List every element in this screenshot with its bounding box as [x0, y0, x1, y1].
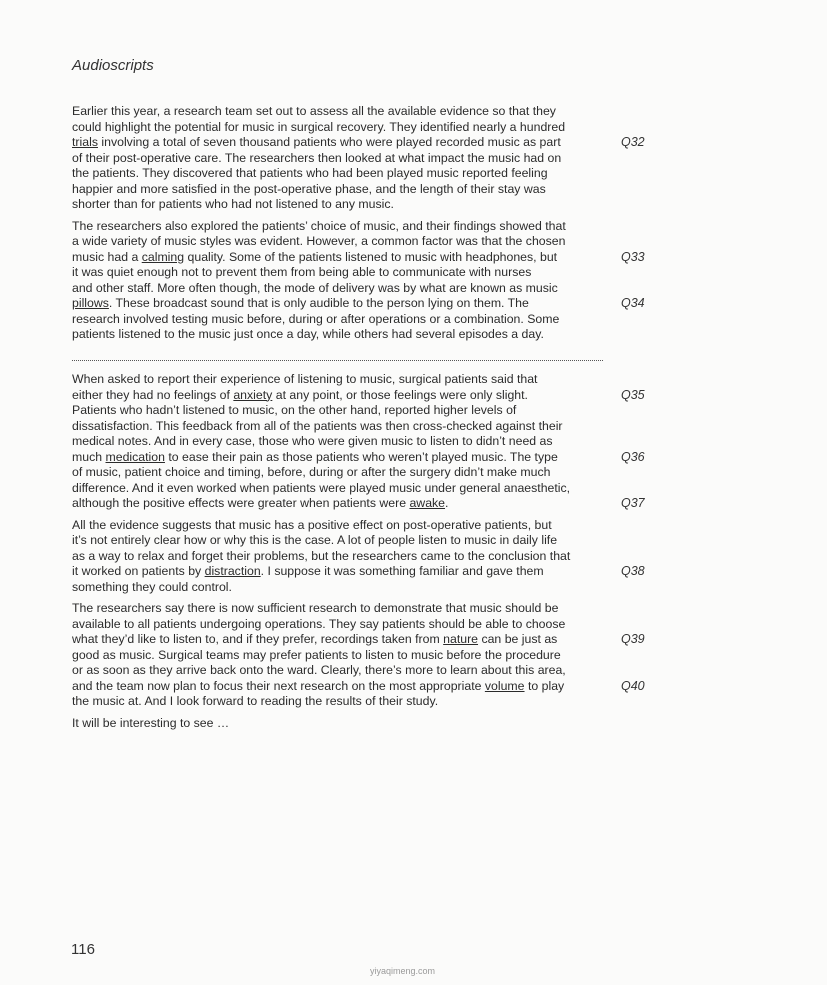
text-segment: of music, patient choice and timing, before, during or after the surgery didn’t make much — [72, 465, 551, 479]
answer-word: medication — [105, 449, 165, 464]
text-line — [72, 403, 612, 419]
paragraph — [72, 601, 645, 710]
text-segment: the music at. And I look forward to reading the results of their study. — [72, 694, 439, 708]
text-segment: involving a total of seven thousand patients who were played recorded music as part — [97, 135, 561, 149]
question-marker: Q40 — [621, 678, 645, 693]
text-line — [72, 120, 612, 136]
text-segment: as a way to relax and forget their problems, but the researchers came to the conclusion that — [72, 548, 571, 563]
text-segment: to play — [524, 678, 565, 693]
text-segment: a wide variety of music styles was evident. However, a common factor was that the chosen — [72, 234, 566, 248]
text-line — [72, 104, 612, 120]
text-segment: medical notes. And in every case, those who were given music to listen to didn’t need as — [72, 434, 553, 448]
text-segment: The researchers also explored the patients’ choice of music, and their findings showed that — [72, 218, 566, 233]
text-line — [72, 648, 612, 664]
text-segment: . I suppose it was something familiar and gave them — [260, 564, 544, 578]
audioscript-section-1 — [72, 104, 645, 349]
text-segment: and other staff. More often though, the mode of delivery was by what are known as music — [72, 280, 558, 295]
text-line — [72, 197, 612, 213]
paragraph — [72, 104, 645, 213]
text-segment: quality. Some of the patients listened to music with headphones, but — [184, 249, 558, 264]
text-line — [72, 135, 645, 151]
text-line — [72, 166, 612, 182]
text-segment: although the positive effects were greater when patients were — [72, 496, 410, 510]
text-line — [72, 533, 612, 549]
question-marker: Q35 — [621, 387, 645, 402]
text-segment: at any point, or those feelings were only slight. — [272, 387, 528, 402]
text-line — [72, 632, 645, 648]
text-line — [72, 296, 645, 312]
paragraph — [72, 517, 645, 596]
text-segment: available to all patients undergoing operations. They say patients should be able to choose — [72, 616, 566, 631]
text-segment: The researchers say there is now sufficient research to demonstrate that music should be — [72, 601, 559, 615]
paragraph — [72, 218, 645, 343]
text-line — [72, 312, 612, 328]
text-segment: It will be interesting to see … — [72, 715, 230, 730]
text-segment: music had a — [72, 249, 142, 264]
text-segment: it’s not entirely clear how or why this is the case. A lot of people listen to music in daily life — [72, 533, 558, 547]
audioscript-section-2 — [72, 372, 645, 737]
text-segment: to ease their pain as those patients who weren’t played music. The type — [164, 449, 558, 464]
text-segment: or as soon as they arrive back onto the ward. Clearly, there’s more to learn about this area, — [72, 663, 566, 677]
text-line — [72, 518, 612, 534]
section-divider — [72, 360, 603, 361]
text-segment: of their post-operative care. The researchers then looked at what impact the music had on — [72, 150, 562, 165]
answer-word: calming — [141, 249, 185, 264]
text-line — [72, 601, 612, 617]
text-segment: happier and more satisfied in the post-operative phase, and the length of their stay was — [72, 181, 546, 196]
text-line — [72, 716, 612, 732]
answer-word: pillows — [72, 296, 109, 310]
text-segment: and the team now plan to focus their next research on the most appropriate — [72, 678, 485, 693]
text-line — [72, 465, 612, 481]
text-segment: patients listened to the music just once a day, while others had several episodes a day. — [72, 327, 544, 341]
answer-word: distraction — [204, 564, 261, 578]
text-line — [72, 265, 612, 281]
text-segment: dissatisfaction. This feedback from all of the patients was then cross-checked against their — [72, 418, 563, 433]
question-marker: Q32 — [621, 135, 645, 149]
text-line — [72, 151, 612, 167]
question-marker: Q38 — [621, 564, 645, 578]
text-line — [72, 434, 612, 450]
text-segment: either they had no feelings of — [72, 387, 234, 402]
text-line — [72, 419, 612, 435]
text-line — [72, 580, 612, 596]
answer-word: volume — [484, 678, 525, 693]
page-number: 116 — [71, 941, 95, 958]
question-marker: Q37 — [621, 496, 645, 510]
text-segment: Earlier this year, a research team set out to assess all the available evidence so that they — [72, 104, 556, 118]
text-line — [72, 663, 612, 679]
text-line — [72, 549, 612, 565]
text-segment: . These broadcast sound that is only audible to the person lying on them. The — [108, 296, 529, 310]
text-segment: what they’d like to listen to, and if they prefer, recordings taken from — [72, 632, 444, 646]
text-line — [72, 481, 612, 497]
text-line — [72, 281, 612, 297]
page-title: Audioscripts — [72, 57, 154, 74]
text-segment: When asked to report their experience of listening to music, surgical patients said that — [72, 372, 538, 386]
text-line — [72, 617, 612, 633]
text-line — [72, 249, 645, 266]
text-segment: shorter than for patients who had not listened to any music. — [72, 197, 394, 211]
text-line — [72, 496, 645, 512]
text-line — [72, 327, 612, 343]
question-marker: Q39 — [621, 632, 645, 646]
text-line — [72, 449, 645, 466]
text-segment: it worked on patients by — [72, 564, 205, 578]
text-segment: could highlight the potential for music in surgical recovery. They identified nearly a hundred — [72, 119, 566, 134]
text-line — [72, 219, 612, 235]
text-line — [72, 387, 645, 404]
text-line — [72, 372, 612, 388]
question-marker: Q34 — [621, 296, 645, 310]
text-line — [72, 694, 612, 710]
question-marker: Q33 — [621, 249, 645, 264]
text-segment: All the evidence suggests that music has a positive effect on post-operative patients, but — [72, 517, 552, 532]
text-line — [72, 678, 645, 695]
text-line — [72, 564, 645, 580]
text-line — [72, 182, 612, 198]
text-segment: can be just as — [478, 632, 558, 646]
text-segment: good as music. Surgical teams may prefer patients to listen to music before the procedure — [72, 647, 561, 662]
question-marker: Q36 — [621, 449, 645, 464]
text-segment: difference. And it even worked when patients were played music under general anaesthetic, — [72, 480, 571, 495]
paragraph — [72, 372, 645, 512]
text-segment: it was quiet enough not to prevent them from being able to communicate with nurses — [72, 265, 532, 279]
answer-word: trials — [72, 135, 98, 149]
text-segment: the patients. They discovered that patients who had been played music reported feeling — [72, 166, 548, 180]
paragraph — [72, 716, 612, 732]
watermark: yiyaqimeng.com — [370, 966, 436, 976]
text-segment: Patients who hadn’t listened to music, on the other hand, reported higher levels of — [72, 403, 517, 417]
text-segment: research involved testing music before, during or after operations or a combination. Some — [72, 311, 560, 326]
text-segment: much — [72, 449, 106, 464]
answer-word: awake — [409, 496, 446, 510]
answer-word: anxiety — [233, 387, 273, 402]
text-line — [72, 234, 612, 250]
text-segment: something they could control. — [72, 579, 232, 594]
answer-word: nature — [443, 632, 479, 646]
text-segment: . — [445, 496, 449, 510]
